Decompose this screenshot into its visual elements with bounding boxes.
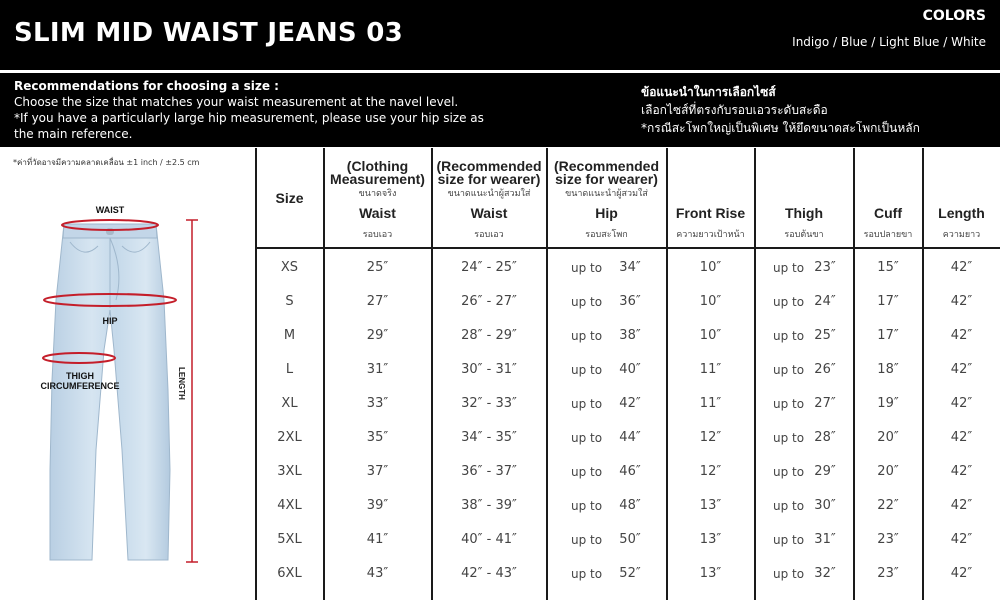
cell-size: XL: [281, 396, 298, 411]
jeans-illustration: [0, 190, 256, 600]
thigh-label: THIGH: [66, 371, 94, 381]
cell-hip: 40″: [619, 362, 641, 377]
cell-cuff: 19″: [877, 396, 899, 411]
table-row: [256, 489, 1000, 523]
cell-front-rise: 10″: [699, 260, 722, 275]
cell-hip: 44″: [619, 430, 641, 445]
header-cuff: Cuff รอบปลายขา: [863, 205, 913, 240]
recommendations-title-en: Recommendations for choosing a size :: [14, 79, 279, 93]
cell-thigh-up-to: up to: [773, 261, 805, 275]
cell-thigh-up-to: up to: [773, 567, 805, 581]
cell-waist: 43″: [366, 566, 389, 581]
cell-hip-up-to: up to: [571, 363, 603, 377]
recommendations-thai: [641, 83, 920, 137]
cell-length: 42″: [950, 430, 973, 445]
cell-length: 42″: [950, 362, 973, 377]
cell-thigh-up-to: up to: [773, 533, 805, 547]
recommendation-line-2-en: *If you have a particularly large hip measurement, please use your hip size as the main reference.: [14, 111, 484, 141]
cell-thigh: 27″: [814, 396, 836, 411]
cell-hip-up-to: up to: [571, 329, 603, 343]
table-row: [256, 387, 1000, 421]
cell-cuff: 22″: [877, 498, 899, 513]
length-label: LENGTH: [177, 367, 186, 400]
cell-length: 42″: [950, 396, 973, 411]
cell-hip-up-to: up to: [571, 499, 603, 513]
cell-size: 5XL: [277, 532, 302, 547]
header-bar: [0, 0, 1000, 70]
cell-cuff: 23″: [877, 566, 899, 581]
cell-length: 42″: [950, 464, 973, 479]
cell-thigh: 25″: [814, 328, 836, 343]
waist-label: WAIST: [95, 205, 125, 215]
cell-cuff: 20″: [877, 464, 899, 479]
product-title: SLIM MID WAIST JEANS 03: [14, 18, 404, 48]
cell-hip: 42″: [619, 396, 641, 411]
cell-cuff: 18″: [877, 362, 899, 377]
cell-thigh: 32″: [814, 566, 836, 581]
cell-waist-recommended: 42″ - 43″: [461, 566, 517, 581]
cell-waist: 31″: [366, 362, 389, 377]
cell-front-rise: 13″: [699, 566, 722, 581]
cell-waist-recommended: 36″ - 37″: [461, 464, 517, 479]
cell-length: 42″: [950, 566, 973, 581]
cell-length: 42″: [950, 260, 973, 275]
header-length: Length ความยาว: [938, 205, 985, 240]
cell-thigh-up-to: up to: [773, 431, 805, 445]
measurement-tolerance-note: *ค่าที่วัดอาจมีความคลาดเคลื่อน ±1 inch / ±2.5 cm: [13, 158, 200, 167]
cell-front-rise: 13″: [699, 498, 722, 513]
header-thigh: Thigh รอบต้นขา: [784, 205, 824, 240]
cell-waist-recommended: 32″ - 33″: [461, 396, 517, 411]
header-row-divider: [256, 247, 1000, 249]
cell-thigh-up-to: up to: [773, 397, 805, 411]
cell-hip-up-to: up to: [571, 431, 603, 445]
cell-size: M: [283, 328, 296, 343]
recommendations-title-th: ข้อแนะนำในการเลือกไซส์: [641, 85, 776, 99]
cell-size: L: [285, 362, 294, 377]
table-row: [256, 285, 1000, 319]
cell-hip: 48″: [619, 498, 641, 513]
table-row: [256, 319, 1000, 353]
cell-front-rise: 11″: [699, 396, 722, 411]
cell-hip: 38″: [619, 328, 641, 343]
header-size: Size: [275, 189, 304, 206]
header-waist-clothing: (Clothing Measurement) ขนาดจริง Waist รอบเอว: [330, 158, 425, 240]
cell-hip-up-to: up to: [571, 295, 603, 309]
cell-waist-recommended: 34″ - 35″: [461, 430, 517, 445]
table-row: [256, 251, 1000, 285]
cell-thigh: 26″: [814, 362, 836, 377]
header-waist-recommended: (Recommended size for wearer) ขนาดแนะนำผู้สวมใส่ Waist รอบเอว: [436, 158, 542, 240]
cell-front-rise: 11″: [699, 362, 722, 377]
recommendations-english: [14, 78, 494, 142]
cell-hip-up-to: up to: [571, 465, 603, 479]
cell-waist-recommended: 24″ - 25″: [461, 260, 517, 275]
table-row: [256, 557, 1000, 591]
header-front-rise: Front Rise ความยาวเป้าหน้า: [675, 205, 746, 240]
table-row: [256, 455, 1000, 489]
cell-waist: 33″: [366, 396, 389, 411]
cell-waist-recommended: 30″ - 31″: [461, 362, 517, 377]
cell-size: 3XL: [277, 464, 302, 479]
cell-hip-up-to: up to: [571, 533, 603, 547]
size-chart-table: [256, 148, 1000, 600]
cell-size: 4XL: [277, 498, 302, 513]
cell-cuff: 23″: [877, 532, 899, 547]
cell-cuff: 20″: [877, 430, 899, 445]
cell-waist: 35″: [366, 430, 389, 445]
cell-waist-recommended: 26″ - 27″: [461, 294, 517, 309]
cell-waist: 27″: [366, 294, 389, 309]
cell-front-rise: 12″: [699, 430, 722, 445]
cell-size: 6XL: [277, 566, 302, 581]
recommendation-line-2-th: *กรณีสะโพกใหญ่เป็นพิเศษ ให้ยึดขนาดสะโพกเป็นหลัก: [641, 121, 920, 135]
cell-length: 42″: [950, 328, 973, 343]
cell-length: 42″: [950, 294, 973, 309]
colors-list: Indigo / Blue / Light Blue / White: [792, 35, 986, 49]
header-hip: (Recommended size for wearer) ขนาดแนะนำผู้สวมใส่ Hip รอบสะโพก: [553, 158, 660, 240]
cell-thigh: 28″: [814, 430, 836, 445]
cell-thigh-up-to: up to: [773, 295, 805, 309]
recommendation-line-1-th: เลือกไซส์ที่ตรงกับรอบเอวระดับสะดือ: [641, 103, 828, 117]
cell-waist-recommended: 28″ - 29″: [461, 328, 517, 343]
cell-hip: 34″: [619, 260, 641, 275]
circumference-label: CIRCUMFERENCE: [40, 381, 120, 391]
cell-thigh-up-to: up to: [773, 465, 805, 479]
cell-waist: 37″: [366, 464, 389, 479]
cell-cuff: 17″: [877, 294, 899, 309]
cell-thigh-up-to: up to: [773, 329, 805, 343]
cell-front-rise: 10″: [699, 294, 722, 309]
table-row: [256, 353, 1000, 387]
cell-length: 42″: [950, 498, 973, 513]
cell-waist: 41″: [366, 532, 389, 547]
cell-thigh-up-to: up to: [773, 499, 805, 513]
cell-thigh: 31″: [814, 532, 836, 547]
cell-waist: 25″: [366, 260, 389, 275]
cell-front-rise: 10″: [699, 328, 722, 343]
cell-front-rise: 12″: [699, 464, 722, 479]
cell-thigh-up-to: up to: [773, 363, 805, 377]
cell-cuff: 15″: [877, 260, 899, 275]
cell-hip-up-to: up to: [571, 567, 603, 581]
cell-size: XS: [280, 260, 299, 275]
cell-thigh: 24″: [814, 294, 836, 309]
cell-thigh: 29″: [814, 464, 836, 479]
cell-waist-recommended: 38″ - 39″: [461, 498, 517, 513]
cell-length: 42″: [950, 532, 973, 547]
table-row: [256, 421, 1000, 455]
cell-thigh: 23″: [814, 260, 836, 275]
cell-hip: 36″: [619, 294, 641, 309]
cell-waist: 29″: [366, 328, 389, 343]
cell-hip: 50″: [619, 532, 641, 547]
cell-hip: 52″: [619, 566, 641, 581]
table-row: [256, 523, 1000, 557]
recommendations-panel: [0, 73, 1000, 147]
hip-label: HIP: [102, 316, 118, 326]
cell-cuff: 17″: [877, 328, 899, 343]
cell-hip-up-to: up to: [571, 261, 603, 275]
cell-waist: 39″: [366, 498, 389, 513]
cell-size: S: [285, 294, 294, 309]
cell-size: 2XL: [277, 430, 302, 445]
colors-label: COLORS: [922, 8, 986, 24]
recommendation-line-1-en: Choose the size that matches your waist measurement at the navel level.: [14, 95, 459, 109]
cell-front-rise: 13″: [699, 532, 722, 547]
cell-waist-recommended: 40″ - 41″: [461, 532, 517, 547]
cell-thigh: 30″: [814, 498, 836, 513]
cell-hip-up-to: up to: [571, 397, 603, 411]
cell-hip: 46″: [619, 464, 641, 479]
